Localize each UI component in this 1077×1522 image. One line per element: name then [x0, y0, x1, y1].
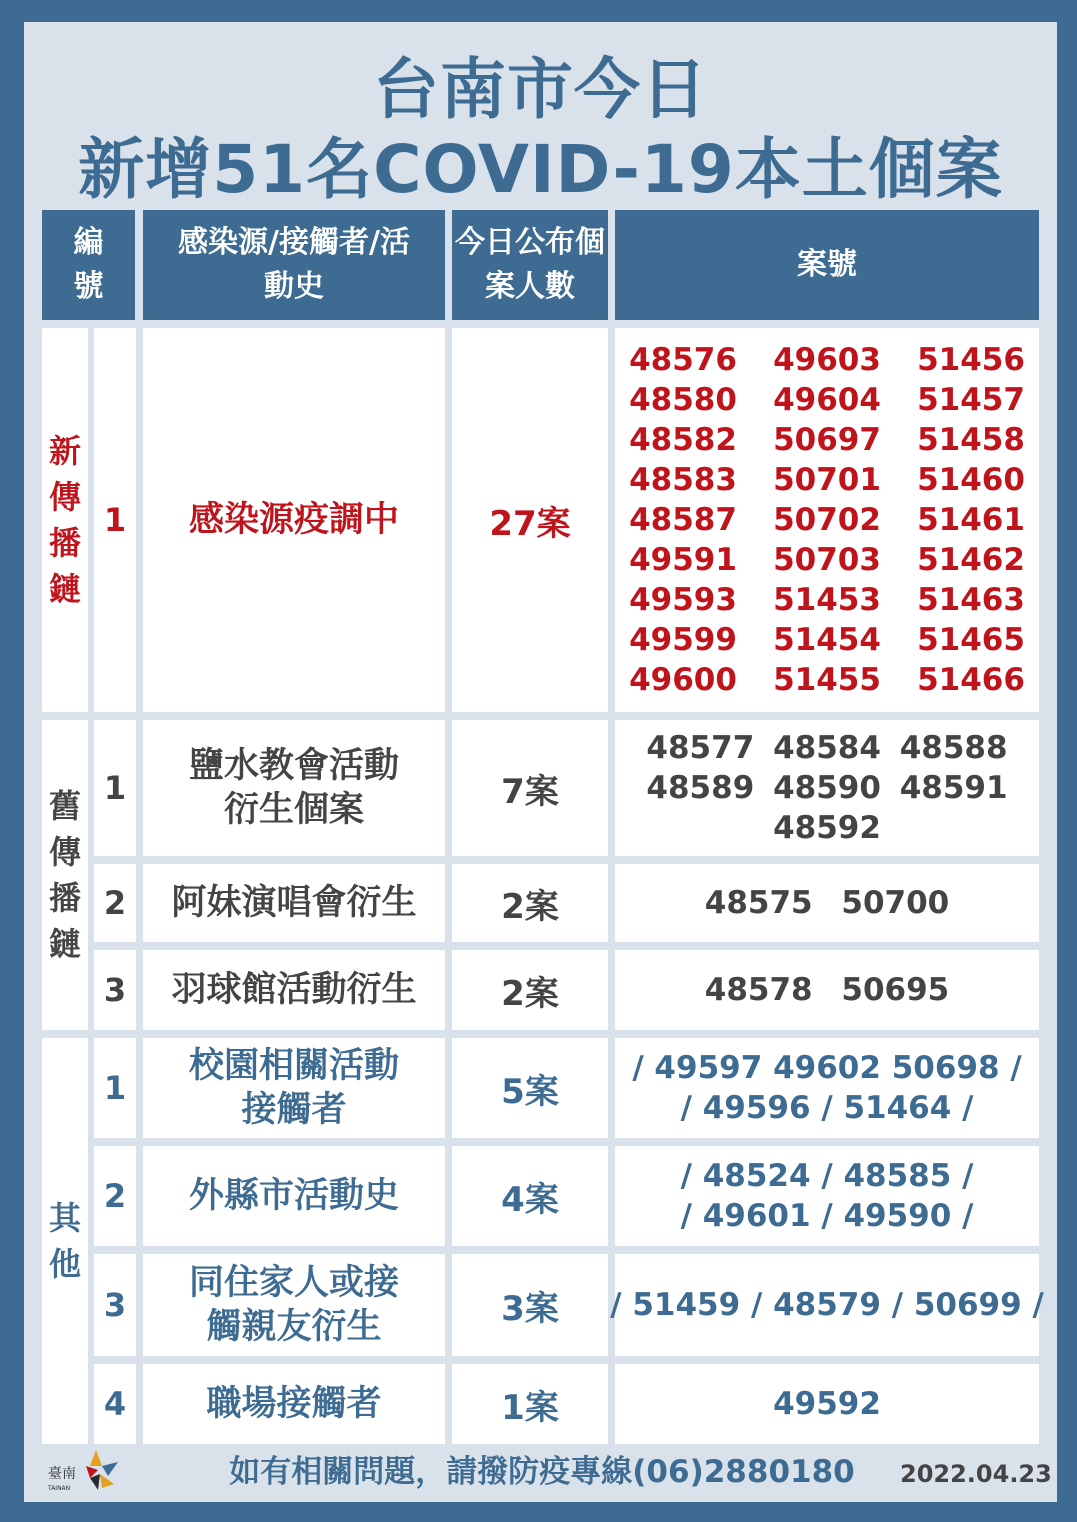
case-number: 49599 — [629, 622, 737, 658]
title-line2: 新增51名COVID-19本土個案 — [78, 131, 1003, 208]
case-number: 49591 — [629, 542, 737, 578]
header-number-label: 編號 — [73, 225, 104, 304]
row-new1-count: 27案 — [452, 328, 608, 712]
row-new1-cases — [615, 328, 1039, 712]
case-number: 51463 — [917, 582, 1025, 618]
header-source — [143, 210, 445, 320]
row-oth3-desc — [143, 1254, 445, 1356]
logo-subtext: TAINAN — [48, 1485, 71, 1492]
row-oth1-number: 1 — [94, 1038, 136, 1138]
case-number: 49604 — [773, 382, 881, 418]
row-oth1-desc-text: 校園相關活動接觸者 — [188, 1046, 399, 1130]
case-number: 51454 — [773, 622, 881, 658]
row-old2-cases: 48575 50700 — [615, 864, 1039, 942]
row-oth2-desc: 外縣市活動史 — [143, 1146, 445, 1246]
tainan-logo-icon — [46, 1444, 126, 1498]
case-number: 48587 — [629, 502, 737, 538]
case-number: 50703 — [773, 542, 881, 578]
row-oth1-cases — [615, 1038, 1039, 1138]
row-old1-desc-text: 鹽水教會活動衍生個案 — [188, 746, 399, 830]
case-number: 48583 — [629, 462, 737, 498]
case-line: / 49597 49602 50698 / — [632, 1050, 1022, 1086]
group-other — [42, 1038, 88, 1444]
case-number: 51458 — [917, 422, 1025, 458]
group-other-label: 其他 — [48, 1199, 81, 1283]
logo-text: 臺南 — [48, 1466, 76, 1482]
row-old2-count: 2案 — [452, 864, 608, 942]
header-count — [452, 210, 608, 320]
case-line: 48592 — [773, 810, 881, 846]
row-oth3-cases: / 51459 / 48579 / 50699 / — [615, 1254, 1039, 1356]
row-oth1-count: 5案 — [452, 1038, 608, 1138]
header-count-label: 今日公布個案人數 — [455, 225, 605, 304]
row-old3-count: 2案 — [452, 950, 608, 1030]
row-oth4-desc: 職場接觸者 — [143, 1364, 445, 1444]
case-number: 49600 — [629, 662, 737, 698]
row-oth4-number: 4 — [94, 1364, 136, 1444]
case-number-grid — [611, 340, 1043, 700]
group-old-label: 舊傳播鏈 — [48, 787, 81, 963]
row-oth2-cases — [615, 1146, 1039, 1246]
case-number: 51455 — [773, 662, 881, 698]
row-oth2-count: 4案 — [452, 1146, 608, 1246]
header-number — [42, 210, 135, 320]
publish-date: 2022.04.23 — [900, 1460, 1052, 1488]
header-cases — [615, 210, 1039, 320]
row-old2-number: 2 — [94, 864, 136, 942]
case-line: 48577 48584 48588 — [646, 730, 1008, 766]
case-number: 51466 — [917, 662, 1025, 698]
row-old1-cases — [615, 720, 1039, 856]
row-old2-desc: 阿妹演唱會衍生 — [143, 864, 445, 942]
case-number: 50702 — [773, 502, 881, 538]
case-line: 48589 48590 48591 — [646, 770, 1008, 806]
header-source-label: 感染源/接觸者/活動史 — [178, 225, 410, 304]
case-number: 49603 — [773, 342, 881, 378]
row-oth3-number: 3 — [94, 1254, 136, 1356]
case-number: 51462 — [917, 542, 1025, 578]
tainan-logo — [46, 1444, 126, 1498]
case-number: 48582 — [629, 422, 737, 458]
row-old1-number: 1 — [94, 720, 136, 856]
row-old1-desc — [143, 720, 445, 856]
case-line: / 49596 / 51464 / — [680, 1090, 974, 1126]
group-new-chain — [42, 328, 88, 712]
row-oth3-desc-text: 同住家人或接觸親友衍生 — [188, 1263, 399, 1347]
case-number: 50701 — [773, 462, 881, 498]
case-number: 51457 — [917, 382, 1025, 418]
row-new1-number: 1 — [94, 328, 136, 712]
case-number: 51461 — [917, 502, 1025, 538]
hotline-text: 如有相關問題，請撥防疫專線(06)2880180 — [229, 1454, 855, 1490]
case-line: / 49601 / 49590 / — [680, 1198, 974, 1234]
row-old3-cases: 48578 50695 — [615, 950, 1039, 1030]
group-new-label: 新傳播鏈 — [48, 432, 81, 608]
case-number: 50697 — [773, 422, 881, 458]
poster — [24, 22, 1057, 1502]
row-old3-number: 3 — [94, 950, 136, 1030]
case-number: 48580 — [629, 382, 737, 418]
row-old3-desc: 羽球館活動衍生 — [143, 950, 445, 1030]
group-old-chain — [42, 720, 88, 1030]
title-line1: 台南市今日 — [373, 51, 708, 128]
case-number: 51453 — [773, 582, 881, 618]
row-oth2-number: 2 — [94, 1146, 136, 1246]
row-new1-desc: 感染源疫調中 — [143, 328, 445, 712]
row-oth4-count: 1案 — [452, 1364, 608, 1444]
case-number: 51465 — [917, 622, 1025, 658]
case-number: 51456 — [917, 342, 1025, 378]
header-cases-label: 案號 — [797, 247, 857, 282]
row-old1-count: 7案 — [452, 720, 608, 856]
case-number: 51460 — [917, 462, 1025, 498]
row-oth1-desc — [143, 1038, 445, 1138]
row-oth4-cases: 49592 — [615, 1364, 1039, 1444]
case-number: 49593 — [629, 582, 737, 618]
row-oth3-count: 3案 — [452, 1254, 608, 1356]
case-line: / 48524 / 48585 / — [680, 1158, 974, 1194]
case-number: 48576 — [629, 342, 737, 378]
